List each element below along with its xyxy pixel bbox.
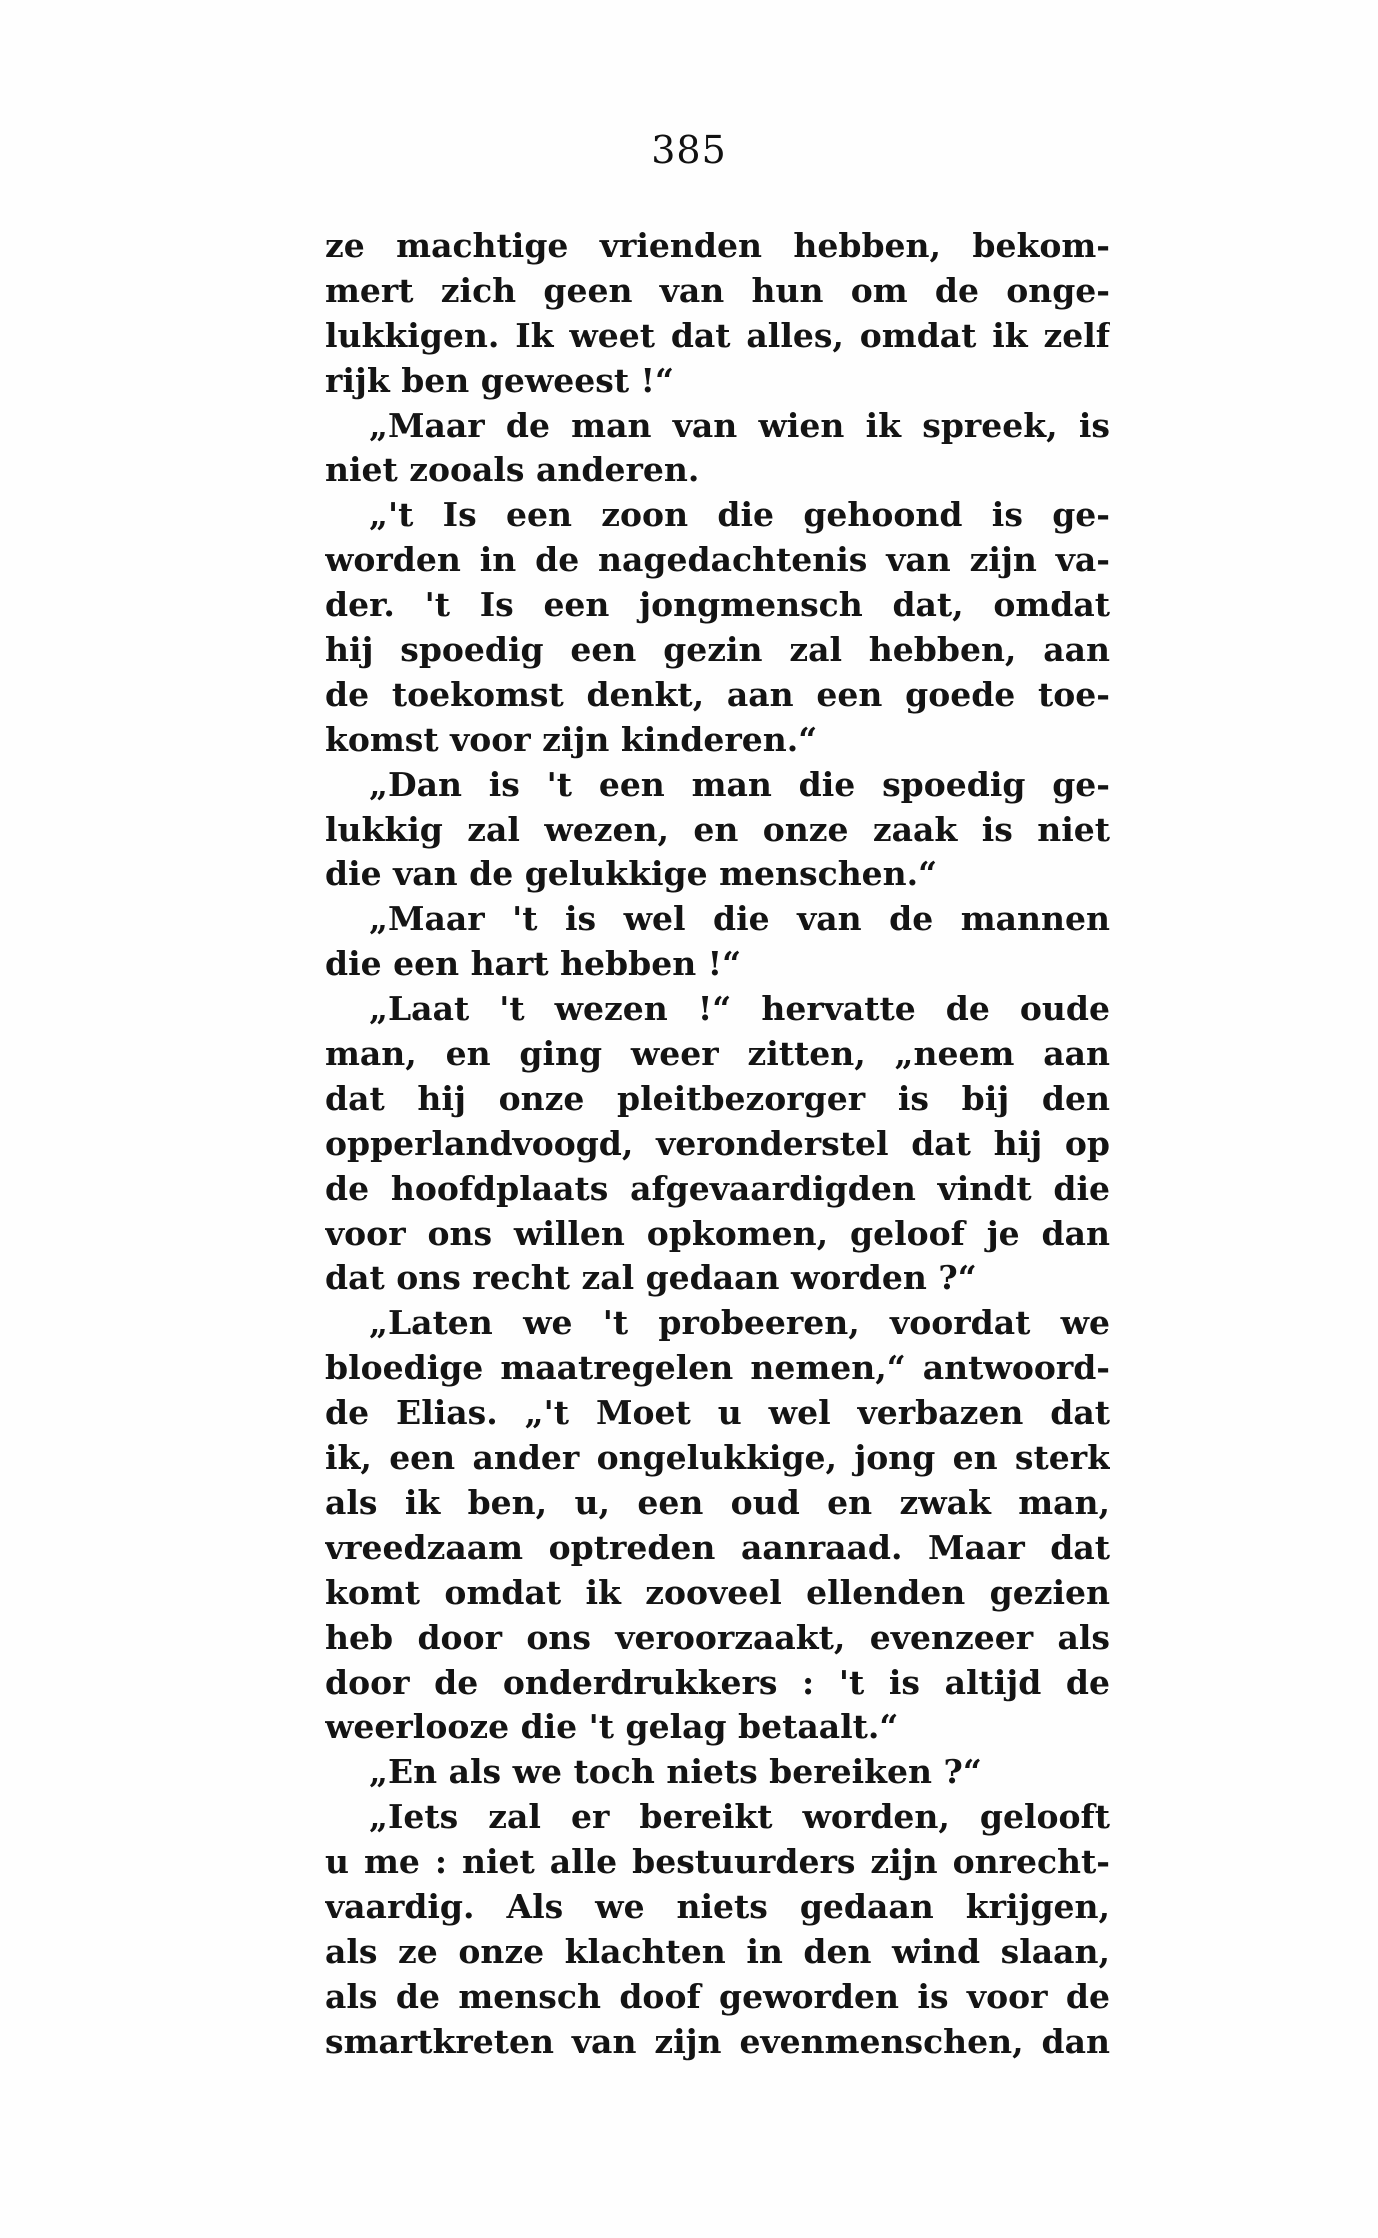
text-line: opperlandvoogd, veronderstel dat hij op: [325, 1123, 1110, 1163]
text-line: dat ons recht zal gedaan worden ?“: [325, 1258, 977, 1298]
text-line: als de mensch doof geworden is voor de: [325, 1976, 1110, 2016]
text-line: „Laat 't wezen !“ hervatte de oude: [369, 989, 1110, 1029]
text-line: rijk ben geweest !“: [325, 360, 675, 400]
text-line: voor ons willen opkomen, geloof je dan: [325, 1213, 1110, 1253]
body-text: [325, 224, 1110, 2065]
text-line: ik, een ander ongelukkige, jong en sterk: [325, 1438, 1110, 1478]
text-line: lukkigen. Ik weet dat alles, omdat ik zelf: [325, 315, 1110, 355]
text-line: hij spoedig een gezin zal hebben, aan: [325, 630, 1110, 670]
text-line: vaardig. Als we niets gedaan krijgen,: [325, 1886, 1110, 1926]
text-line: weerlooze die 't gelag betaalt.“: [325, 1707, 899, 1747]
page-number: 385: [651, 128, 727, 172]
text-line: als ik ben, u, een oud en zwak man,: [325, 1482, 1110, 1522]
text-line: „En als we toch niets bereiken ?“: [369, 1752, 982, 1792]
text-line: dat hij onze pleitbezorger is bij den: [325, 1078, 1110, 1118]
text-line: mert zich geen van hun om de onge-: [325, 270, 1110, 310]
text-line: bloedige maatregelen nemen,“ antwoord-: [325, 1348, 1110, 1388]
text-line: man, en ging weer zitten, „neem aan: [325, 1034, 1110, 1074]
text-line: heb door ons veroorzaakt, evenzeer als: [325, 1617, 1110, 1657]
text-line: „Maar de man van wien ik spreek, is: [369, 405, 1110, 445]
text-line: „Iets zal er bereikt worden, gelooft: [369, 1797, 1110, 1837]
text-line: „Dan is 't een man die spoedig ge-: [369, 764, 1110, 804]
text-line: de hoofdplaats afgevaardigden vindt die: [325, 1168, 1110, 1208]
text-line: die van de gelukkige menschen.“: [325, 854, 938, 894]
text-line: niet zooals anderen.: [325, 450, 700, 490]
text-line: ze machtige vrienden hebben, bekom-: [325, 226, 1110, 265]
text-line: de toekomst denkt, aan een goede toe-: [325, 674, 1110, 714]
text-line: komt omdat ik zooveel ellenden gezien: [325, 1572, 1110, 1612]
text-line: u me : niet alle bestuurders zijn onrecht-: [325, 1842, 1110, 1882]
text-line: „Laten we 't probeeren, voordat we: [369, 1303, 1110, 1343]
text-line: de Elias. „'t Moet u wel verbazen dat: [325, 1393, 1110, 1433]
text-line: lukkig zal wezen, en onze zaak is niet: [325, 809, 1110, 849]
text-line: worden in de nagedachtenis van zijn va-: [325, 540, 1110, 580]
text-line: der. 't Is een jongmensch dat, omdat: [325, 585, 1110, 625]
text-line: „'t Is een zoon die gehoond is ge-: [369, 495, 1110, 535]
text-line: smartkreten van zijn evenmenschen, dan: [325, 2021, 1110, 2061]
text-line: door de onderdrukkers : 't is altijd de: [325, 1662, 1110, 1702]
text-line: die een hart hebben !“: [325, 944, 742, 984]
text-line: komst voor zijn kinderen.“: [325, 719, 818, 759]
text-line: „Maar 't is wel die van de mannen: [369, 899, 1110, 939]
text-line: vreedzaam optreden aanraad. Maar dat: [325, 1527, 1110, 1567]
text-line: als ze onze klachten in den wind slaan,: [325, 1931, 1110, 1971]
